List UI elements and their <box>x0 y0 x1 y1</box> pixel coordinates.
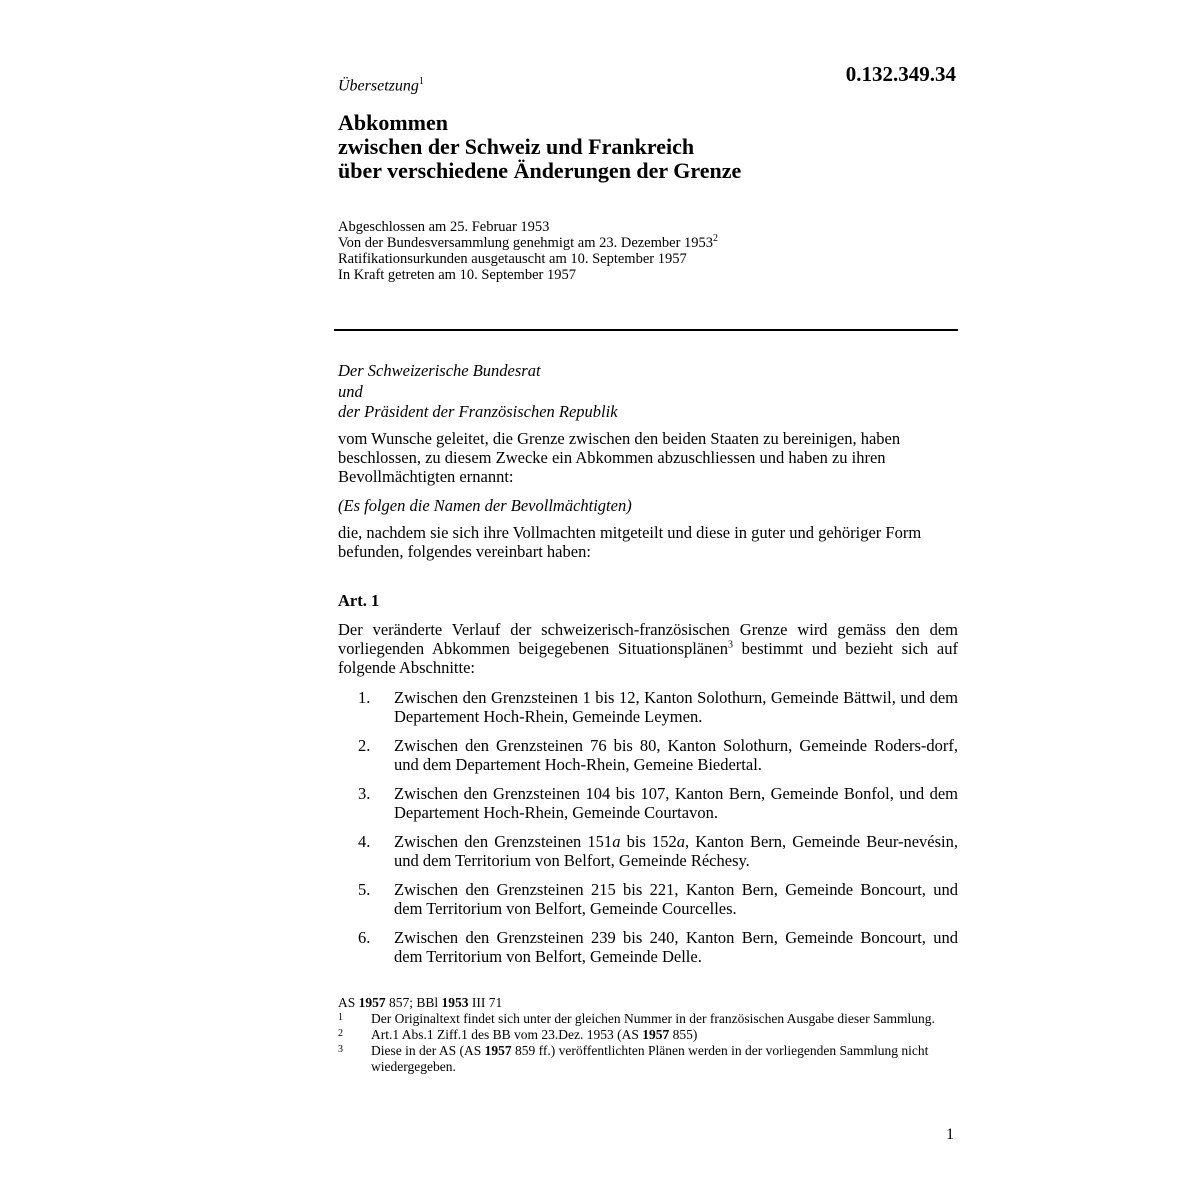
title-line: zwischen der Schweiz und Frankreich <box>338 134 695 159</box>
party-french: der Präsident der Französischen Republik <box>338 402 618 421</box>
title-line: Abkommen <box>338 110 449 135</box>
footnote-text: Der Originaltext findet sich unter der gleichen Nummer in der französischen Ausgabe dieser Sammlung. <box>371 1011 935 1026</box>
list-item <box>338 736 958 774</box>
list-number: 2. <box>358 736 371 755</box>
article-intro: Der veränderte Verlauf der schweizerisch-französischen Grenze wird gemäss den dem vorliegenden Abkommen beigegebenen Situationsplänen$^3$ bestimmt und bezieht sich auf folgende Abschnitte: <box>338 620 958 677</box>
ratified-date: Ratifikationsurkunden ausgetauscht am 10. September 1957 <box>338 251 687 267</box>
list-item <box>338 688 958 726</box>
footnote <box>338 1043 958 1075</box>
footnote-number: 2 <box>338 1028 343 1039</box>
footnote-number: 3 <box>338 1044 343 1055</box>
footnote-text: Diese in der AS (AS 1957 859 ff.) veröffentlichten Plänen werden in der vorliegenden Sammlung nicht wiedergegeben. <box>371 1043 929 1074</box>
list-text: Zwischen den Grenzsteinen 239 bis 240, Kanton Bern, Gemeinde Boncourt, und dem Territorium von Belfort, Gemeinde Delle. <box>394 928 958 966</box>
list-item <box>338 880 958 918</box>
footnote-mark[interactable]: 3 <box>727 639 733 651</box>
source-reference: AS 1957 857; BBl 1953 III 71 <box>338 995 503 1010</box>
list-number: 4. <box>358 832 371 851</box>
footnote-text: Art.1 Abs.1 Ziff.1 des BB vom 23.Dez. 1953 (AS 1957 855) <box>371 1027 698 1042</box>
list-number: 5. <box>358 880 371 899</box>
sr-number: 0.132.349.34 <box>845 62 956 86</box>
translation-label: Übersetzung$^1$ <box>338 76 424 95</box>
footnote <box>338 1027 958 1043</box>
list-text: Zwischen den Grenzsteinen 76 bis 80, Kanton Solothurn, Gemeinde Roders-dorf, und dem Departement Hoch-Rhein, Gemeine Biedertal. <box>394 736 958 774</box>
page-number: 1 <box>946 1126 954 1143</box>
list-item <box>338 928 958 966</box>
list-text: Zwischen den Grenzsteinen 215 bis 221, Kanton Bern, Gemeinde Boncourt, und dem Territorium von Belfort, Gemeinde Courcelles. <box>394 880 958 918</box>
party-conjunction: und <box>338 381 363 401</box>
in-force-date: In Kraft getreten am 10. September 1957 <box>338 267 576 283</box>
party-swiss: Der Schweizerische Bundesrat <box>338 361 541 380</box>
preamble-closing: die, nachdem sie sich ihre Vollmachten mitgeteilt und diese in guter und gehöriger Form befunden, folgendes vereinbart haben: <box>338 523 922 561</box>
footnote-mark[interactable]: 2 <box>713 233 719 245</box>
footnotes <box>338 995 958 1075</box>
list-item <box>338 784 958 822</box>
separator-rule <box>334 329 958 331</box>
list-number: 6. <box>358 928 371 947</box>
approved-date: Von der Bundesversammlung genehmigt am 23. Dezember 1953$^2$ <box>338 233 719 251</box>
footnote <box>338 1011 958 1027</box>
list-text: Zwischen den Grenzsteinen 151a bis 152a, Kanton Bern, Gemeinde Beur-nevésin, und dem Territorium von Belfort, Gemeinde Réchesy. <box>394 832 959 870</box>
article-heading: Art. 1 <box>338 591 380 610</box>
title-line: über verschiedene Änderungen der Grenze <box>338 158 742 183</box>
concluded-date: Abgeschlossen am 25. Februar 1953 <box>338 219 550 235</box>
document-title <box>338 111 958 183</box>
list-text: Zwischen den Grenzsteinen 104 bis 107, Kanton Bern, Gemeinde Bonfol, und dem Departement Hoch-Rhein, Gemeinde Courtavon. <box>394 784 958 822</box>
preamble-text: vom Wunsche geleitet, die Grenze zwischen den beiden Staaten zu bereinigen, haben beschlossen, zu diesem Zwecke ein Abkommen abzuschliessen und haben zu ihren Bevollmächtigten ernannt: <box>338 429 901 486</box>
list-number: 3. <box>358 784 371 803</box>
border-sections-list <box>338 688 958 976</box>
plenipotentiaries-note: (Es folgen die Namen der Bevollmächtigten) <box>338 496 632 515</box>
footnote-number: 1 <box>338 1012 343 1023</box>
list-text: Zwischen den Grenzsteinen 1 bis 12, Kanton Solothurn, Gemeinde Bättwil, und dem Departement Hoch-Rhein, Gemeinde Leymen. <box>394 688 958 726</box>
contracting-parties <box>338 361 958 423</box>
list-item <box>338 832 958 870</box>
document-metadata <box>338 219 958 283</box>
list-number: 1. <box>358 688 371 707</box>
footnote-mark[interactable]: 1 <box>418 76 424 87</box>
